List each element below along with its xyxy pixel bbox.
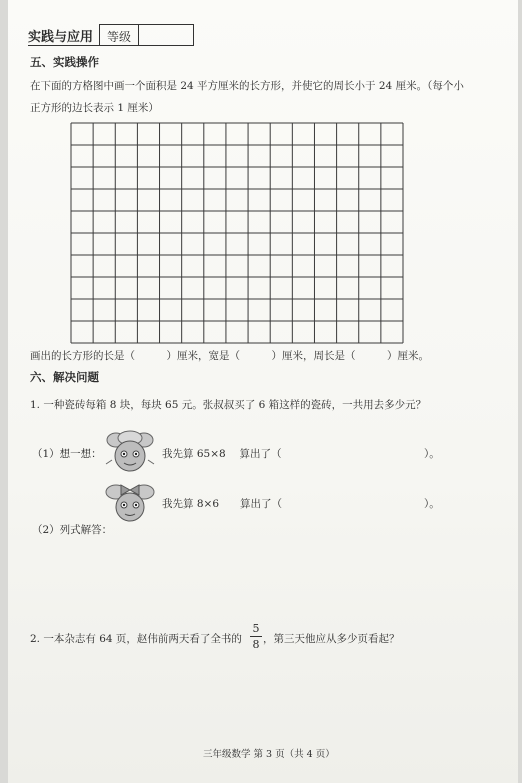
step1-text: 我先算 65×8 算出了（ <box>162 448 282 460</box>
part5-instruction-2: 正方形的边长表示 1 厘米） <box>30 102 159 114</box>
sheep-girl-icon <box>104 480 156 524</box>
question-2-part1: 2. 一本杂志有 64 页，赵伟前两天看了全书的 <box>30 633 242 645</box>
page-footer: 三年级数学 第 3 页（共 4 页） <box>203 749 335 760</box>
worksheet-page <box>8 0 518 783</box>
rectangle-answer-line: 画出的长方形的长是（ ）厘米，宽是（ ）厘米，周长是（ ）厘米。 <box>30 350 429 362</box>
fraction-denominator: 8 <box>252 638 260 651</box>
section-title: 实践与应用 <box>28 24 99 46</box>
fraction-bar <box>250 636 262 637</box>
square-grid[interactable] <box>70 122 404 344</box>
solve-label: （2）列式解答： <box>32 524 113 536</box>
fraction-numerator: 5 <box>252 622 260 635</box>
part5-title: 五、实践操作 <box>30 55 99 69</box>
part6-title: 六、解决问题 <box>30 370 99 384</box>
sheep-icon <box>104 430 156 474</box>
question-1: 1. 一种瓷砖每箱 8 块，每块 65 元。张叔叔买了 6 箱这样的瓷砖，一共用去多少元？ <box>30 399 427 411</box>
part5-instruction-1: 在下面的方格图中画一个面积是 24 平方厘米的长方形，并使它的周长小于 24 厘米。（每个小 <box>30 80 464 92</box>
step2-text: 我先算 8×6 算出了（ <box>162 498 282 510</box>
grade-box <box>99 24 194 46</box>
grade-label: 等级 <box>100 25 139 45</box>
question-2-part2: ，第三天他应从多少页看起？ <box>263 633 400 645</box>
step2-close: ）。 <box>424 498 440 510</box>
fraction <box>250 622 262 651</box>
step1-close: ）。 <box>424 448 440 460</box>
grade-cell[interactable] <box>139 25 193 45</box>
section-header <box>28 24 194 46</box>
think-label: （1）想一想： <box>32 448 102 460</box>
